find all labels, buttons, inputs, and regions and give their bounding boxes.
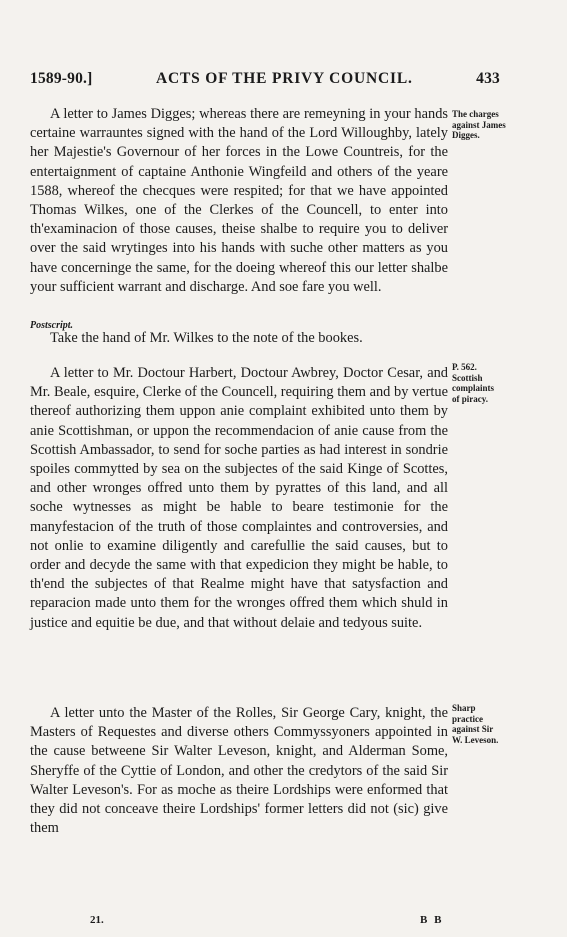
entry-text: A letter to Mr. Doctour Harbert, Doctour Awbrey, Doctor Cesar, and Mr. Beale, esquire, Clerke of the Councell, requiring them and by vertue thereof authorizing them uppon anie complaint exhibited unto them by anie Scottishman, or uppon the recommendacion of anie cause from the Scottish Ambassador, to send for soche parties as had interest in sondrie spoiles commytted by sea on the subjectes of the said Kinge of Scottes, and other wronges offred unto them by pyrattes of this land, and all soche wytnesses as might be hable to beare testimonie for the manyfestacion of the truth of those complaintes and controversies, and not onlie to examine diligently and carefullie the said causes, but to order and decyde the same with that expedicion they might be hable, to th'end the subjectes of that Realme might have that satysfaction and reparacion made unto them for the wronges offred them which shuld in justice and equitie be due, and that without delaie and tedyous suite. <box>30 365 448 631</box>
header-title: ACTS OF THE PRIVY COUNCIL. <box>156 70 413 87</box>
margin-note-digges: The charges against James Digges. <box>452 109 506 140</box>
running-header <box>30 70 500 92</box>
entry-leveson <box>30 704 448 838</box>
entry-digges <box>30 105 448 297</box>
entry-text: A letter unto the Master of the Rolles, Sir George Cary, knight, the Masters of Requestes and diverse others Commyssyoners appointed in the cause betweene Sir Walter Leveson, knight, and Alderman Some, Sheryffe of the Cyttie of London, and other the credytors of the said Sir Walter Leveson's. For as moche as theire Lordships were enformed that they did not conceave theire Lordships' former letters did not (sic) give them <box>30 705 448 837</box>
postscript-text: Take the hand of Mr. Wilkes to the note of the bookes. <box>50 330 363 346</box>
header-years: 1589-90.] <box>30 70 93 87</box>
entry-scottish <box>30 364 448 633</box>
postscript-label: Postscript. <box>30 320 74 331</box>
signature-mark: 21. <box>90 914 104 926</box>
margin-note-leveson: Sharp practice against Sir W. Leveson. <box>452 703 499 745</box>
entry-text: A letter to James Digges; whereas there are remeyning in your hands certaine warrauntes signed with the hand of the Lord Willoughby, lately her Majestie's Governour of her forces in the Lowe Countreis, for the entertaignment of captaine Anthonie Wingfeild and others of the yeare 1588, whereof the checques were respited; for that we have appointed Thomas Wilkes, one of the Clerkes of the Councell, to enter into th'examinacion of those causes, theise shalbe to require you to deliver over the said wrytinges into his hands with suche other matters as you have concerninge the same, for the doeing whereof this our letter shalbe your sufficient warrant and discharge. And soe fare you well. <box>30 106 448 295</box>
margin-note-scottish: P. 562. Scottish complaints of piracy. <box>452 362 495 404</box>
sheet-mark: B B <box>420 914 444 926</box>
page-number: 433 <box>476 70 500 87</box>
